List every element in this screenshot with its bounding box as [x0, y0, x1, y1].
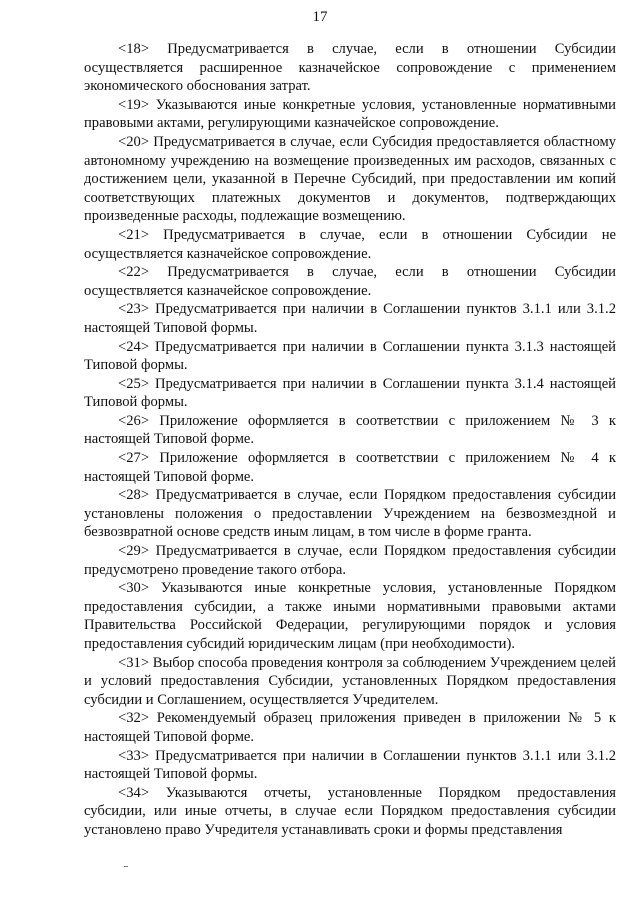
- footnote-paragraph: [84, 654, 616, 710]
- footnote-text: Указываются отчеты, установленные Порядком предоставления субсидии, или иные отчеты, в случае если Порядком предоставления субсидии установлено право Учредителя устанавливать сроки и формы представления: [84, 784, 616, 838]
- scan-speck: [124, 866, 128, 867]
- footnote-ref: <24>: [118, 338, 150, 355]
- page-number: 17: [312, 9, 328, 25]
- footnote-ref: <30>: [118, 580, 150, 597]
- footnote-text: Предусматривается в случае, если Порядком предоставления субсидии установлены положения о предоставлении Учреждением на безвозмездной и безвозвратной основе средств иным лицам, в том числе в форме гранта.: [84, 487, 616, 541]
- footnote-text: Предусматривается в случае, если Субсидия предоставляется областному автономному учреждению на возмещение произведенных им расходов, связанных с достижением цели, указанной в Перечне Субсидий, при предоставлении им копий соответствующих платежных документов и документов, подтверждающих произведенные расходы, подлежащие возмещению.: [84, 133, 616, 225]
- footnote-paragraph: [84, 263, 616, 300]
- footnote-text: Приложение оформляется в соответствии с приложением № 4 к настоящей Типовой форме.: [84, 450, 616, 485]
- footnote-ref: <29>: [118, 543, 150, 560]
- footnote-paragraph: [84, 226, 616, 263]
- footnote-text: Предусматривается в случае, если Порядком предоставления субсидии предусмотрено проведение такого отбора.: [84, 543, 616, 578]
- footnote-paragraph: [84, 747, 616, 784]
- footnote-ref: <23>: [118, 301, 150, 318]
- footnote-text: Предусматривается при наличии в Соглашении пунктов 3.1.1 или 3.1.2 настоящей Типовой формы.: [84, 747, 616, 783]
- footnote-paragraph: [84, 338, 616, 375]
- footnote-ref: <34>: [118, 784, 150, 801]
- footnote-ref: <32>: [118, 710, 150, 727]
- footnote-paragraph: [84, 133, 616, 226]
- footnote-paragraph: [84, 709, 616, 746]
- footnote-text: Предусматривается в случае, если в отношении Субсидии осуществляется расширенное казначейское сопровождение с применением экономического обоснования затрат.: [84, 41, 616, 95]
- footnote-text: Предусматривается при наличии в Соглашении пунктов 3.1.1 или 3.1.2 настоящей Типовой формы.: [84, 301, 616, 336]
- footnote-ref: <19>: [118, 96, 150, 113]
- footnote-paragraph: [84, 300, 616, 337]
- footnote-ref: <33>: [118, 747, 150, 764]
- footnote-paragraph: [84, 375, 616, 412]
- footnote-ref: <31>: [118, 654, 150, 671]
- footnote-text: Предусматривается при наличии в Соглашении пункта 3.1.3 настоящей Типовой формы.: [84, 338, 616, 374]
- footnote-text: Рекомендуемый образец приложения приведен в приложении № 5 к настоящей Типовой форме.: [84, 710, 616, 745]
- footnotes-body: [84, 40, 616, 840]
- footnote-paragraph: [84, 412, 616, 449]
- footnote-paragraph: [84, 449, 616, 486]
- footnote-text: Указываются иные конкретные условия, установленные Порядком предоставления субсидии, а также иными нормативными правовыми актами Правительства Российской Федерации, регулирующими порядок и условия предоставления субсидий юридическим лицам (при необходимости).: [84, 580, 616, 652]
- footnote-ref: <21>: [118, 226, 150, 243]
- footnote-paragraph: [84, 40, 616, 96]
- footnote-text: Предусматривается в случае, если в отношении Субсидии не осуществляется казначейское сопровождение.: [84, 226, 616, 262]
- footnote-paragraph: [84, 542, 616, 579]
- footnote-paragraph: [84, 784, 616, 840]
- footnote-text: Приложение оформляется в соответствии с приложением № 3 к настоящей Типовой форме.: [84, 412, 616, 448]
- footnote-ref: <18>: [118, 41, 150, 57]
- footnote-text: Предусматривается при наличии в Соглашении пункта 3.1.4 настоящей Типовой формы.: [84, 375, 616, 411]
- footnote-ref: <22>: [118, 264, 150, 281]
- footnote-text: Предусматривается в случае, если в отношении Субсидии осуществляется казначейское сопровождение.: [84, 264, 616, 299]
- footnote-text: Выбор способа проведения контроля за соблюдением Учреждением целей и условий предоставления Субсидии, установленных Порядком предоставления субсидии и Соглашением, осуществляется Учредителем.: [84, 654, 616, 708]
- footnote-ref: <27>: [118, 450, 150, 467]
- footnote-paragraph: [84, 486, 616, 542]
- footnote-paragraph: [84, 579, 616, 653]
- footnote-ref: <20>: [118, 133, 150, 150]
- footnote-ref: <26>: [118, 412, 150, 429]
- footnote-text: Указываются иные конкретные условия, установленные нормативными правовыми актами, регулирующими казначейское сопровождение.: [84, 96, 616, 132]
- footnote-paragraph: [84, 96, 616, 133]
- footnote-ref: <28>: [118, 487, 150, 504]
- footnote-ref: <25>: [118, 375, 150, 392]
